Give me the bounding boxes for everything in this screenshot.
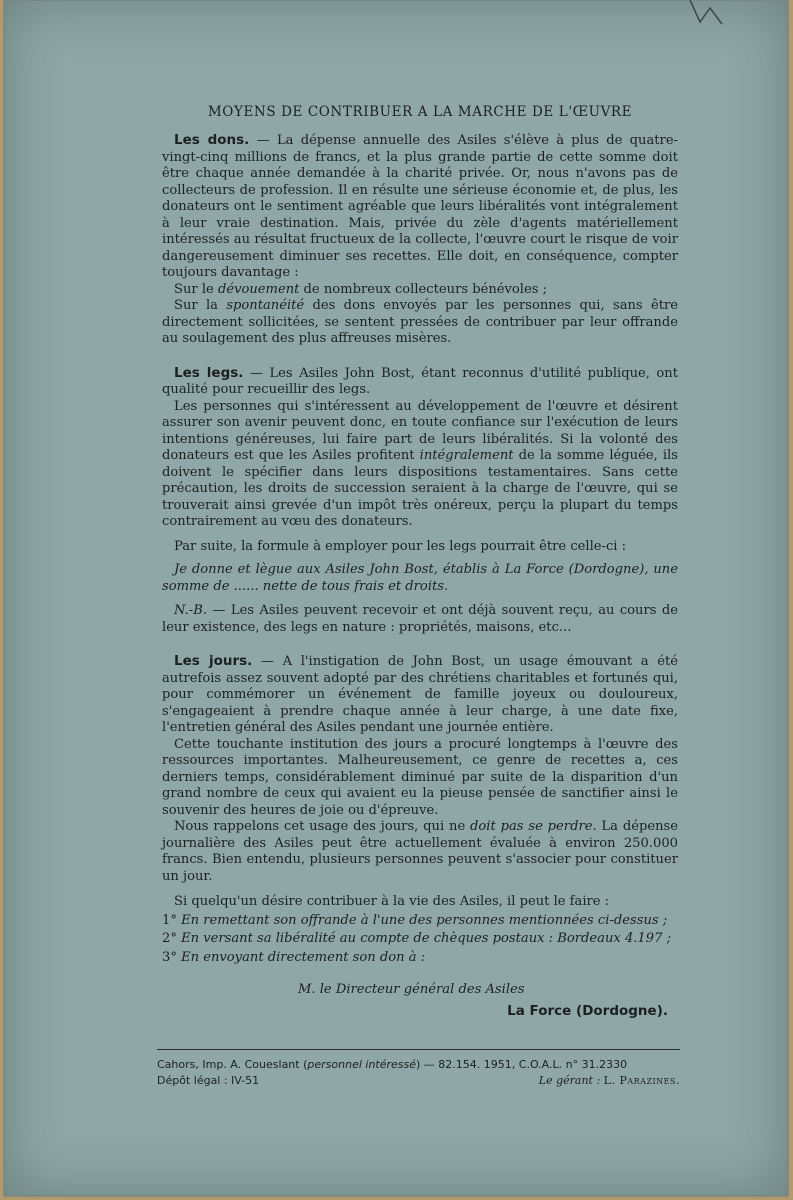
heading-legs: Les legs. xyxy=(174,364,244,381)
printer-text-end: ) — 82.154. 1951, C.O.A.L. n° 31.2330 xyxy=(416,1058,628,1071)
section-jours xyxy=(162,653,678,885)
jours-p3-text-end: La dépense journalière des Asiles peut être actuellement évaluée à environ 250.000 francs. Bien entendu, plusieurs personnes peuvent s'associer pour constituer un jour. xyxy=(162,819,678,884)
legs-p2-text-end: de la somme léguée, ils doivent le spécifier dans leurs dispositions testamentaires. Sans cette précaution, les droits de succession seraient à la charge de l'œuvre, qui se trouverait ainsi grevée d'un impôt très onéreux, perçu la plupart du temps contrairement au vœu des donateurs. xyxy=(162,448,678,529)
list-item xyxy=(162,931,678,948)
dons-paragraph-1: — La dépense annuelle des Asiles s'élève à plus de quatre-vingt-cinq millions de francs, et la plus grande partie de cette somme doit être chaque année demandée à la charité privée. Or, nous n'avons pas de collecteurs de profession. Il en résulte une sérieuse économie et, de plus, les donateurs ont le sentiment agréable que leurs libéralités vont intégralement à leur vraie destination. Mais, privée du zèle d'agents matériellement intéressés au résultat fructueux de la collecte, l'œuvre court le risque de voir dangereusement diminuer ses recettes. Elle doit, en conséquence, compter toujours davantage : xyxy=(162,133,678,280)
jours-paragraph-1: — A l'instigation de John Bost, un usage émouvant a été autrefois assez souvent adopté par des chrétiens charitables et fortunés qui, pour commémorer un événement de famille joyeux ou douloureux, s'engageaient à prendre chaque année à leur charge, à une date fixe, l'entretien général des Asiles pendant une journée entière. xyxy=(162,654,678,735)
legs-formula: Je donne et lègue aux Asiles John Bost, établis à La Force (Dordogne), une somme de ...... nette de tous frais et droits. xyxy=(162,562,678,594)
contribute-list xyxy=(162,894,678,966)
footer-divider xyxy=(157,1049,680,1050)
colophon xyxy=(157,1057,680,1089)
legs-p2-emphasis: intégralement xyxy=(419,448,514,463)
dons-p2-text: Sur le xyxy=(174,281,218,297)
jours-paragraph-2: Cette touchante institution des jours a procuré longtemps à l'œuvre des ressources importantes. Malheureusement, ce genre de recettes a, ces derniers temps, considérablement diminué par suite de la disparition d'un grand nombre de ceux qui avaient eu la pieuse pensée de sanctifier ainsi le souvenir des heures de joie ou d'épreuve. xyxy=(162,736,678,818)
list-item-text: En remettant son offrande à l'une des personnes mentionnées ci-dessus ; xyxy=(181,912,668,928)
recipient-place: La Force (Dordogne). xyxy=(507,1002,668,1019)
legs-paragraph-1: — Les Asiles John Bost, étant reconnus d'utilité publique, ont qualité pour recueillir des legs. xyxy=(162,365,678,397)
heading-jours: Les jours. xyxy=(174,653,253,669)
list-item-text: En versant sa libéralité au compte de chèques postaux : Bordeaux 4.197 ; xyxy=(181,931,671,946)
legs-p2-text: Les personnes qui s'intéressent au développement de l'œuvre et désirent assurer son avenir peuvent donc, en toute confiance sur l'exécution de leurs intentions généreuses, lui faire part de leurs libéralités. Si la volonté des donateurs est que les Asiles profitent xyxy=(162,398,678,463)
printer-line xyxy=(157,1057,627,1073)
legs-paragraph-3: Par suite, la formule à employer pour les legs pourrait être celle-ci : xyxy=(174,538,627,554)
jours-p3-emphasis: doit pas se perdre. xyxy=(470,819,597,834)
nb-text: — Les Asiles peuvent recevoir et ont déjà souvent reçu, au cours de leur existence, des legs en nature : propriétés, maisons, etc... xyxy=(162,603,678,635)
manager-line xyxy=(539,1073,680,1089)
document-body xyxy=(162,104,678,1019)
legal-deposit: Dépôt légal : IV-51 xyxy=(157,1074,260,1087)
colophon-row-2 xyxy=(157,1073,680,1089)
printer-emphasis: personnel intéressé xyxy=(307,1058,417,1071)
recipient-name: M. le Directeur général des Asiles xyxy=(298,982,525,997)
list-item xyxy=(162,950,678,967)
printer-text: Cahors, Imp. A. Coueslant ( xyxy=(157,1058,308,1071)
colophon-row-1 xyxy=(157,1057,680,1073)
list-item-text: En envoyant directement son don à : xyxy=(181,949,426,965)
dons-p2-emphasis: dévouement xyxy=(217,281,300,297)
jours-p3-text: Nous rappelons cet usage des jours, qui ne xyxy=(174,819,471,834)
list-item-number: 3° xyxy=(162,949,177,965)
dons-p2-text-end: de nombreux collecteurs bénévoles ; xyxy=(299,281,548,297)
section-legs xyxy=(162,365,678,637)
contribute-intro: Si quelqu'un désire contribuer à la vie des Asiles, il peut le faire : xyxy=(174,894,610,909)
list-item-number: 1° xyxy=(162,912,177,928)
section-dons xyxy=(162,132,678,348)
nb-label: N.-B. xyxy=(174,603,207,618)
dons-p3-text: Sur la xyxy=(174,298,227,313)
dons-p3-text-end: des dons envoyés par les personnes qui, sans être directement sollicitées, se sentent pressées de contribuer par leur offrande au soulagement des plus affreuses misères. xyxy=(162,298,678,346)
list-item-number: 2° xyxy=(162,931,177,946)
list-item xyxy=(162,913,678,930)
manager-label: Le gérant : xyxy=(538,1074,601,1087)
heading-dons: Les dons. xyxy=(174,132,250,148)
dons-p3-emphasis: spontanéité xyxy=(226,298,305,313)
page-title: MOYENS DE CONTRIBUER A LA MARCHE DE L'ŒUVRE xyxy=(207,104,633,120)
manager-name: L. Parazines. xyxy=(603,1074,680,1087)
